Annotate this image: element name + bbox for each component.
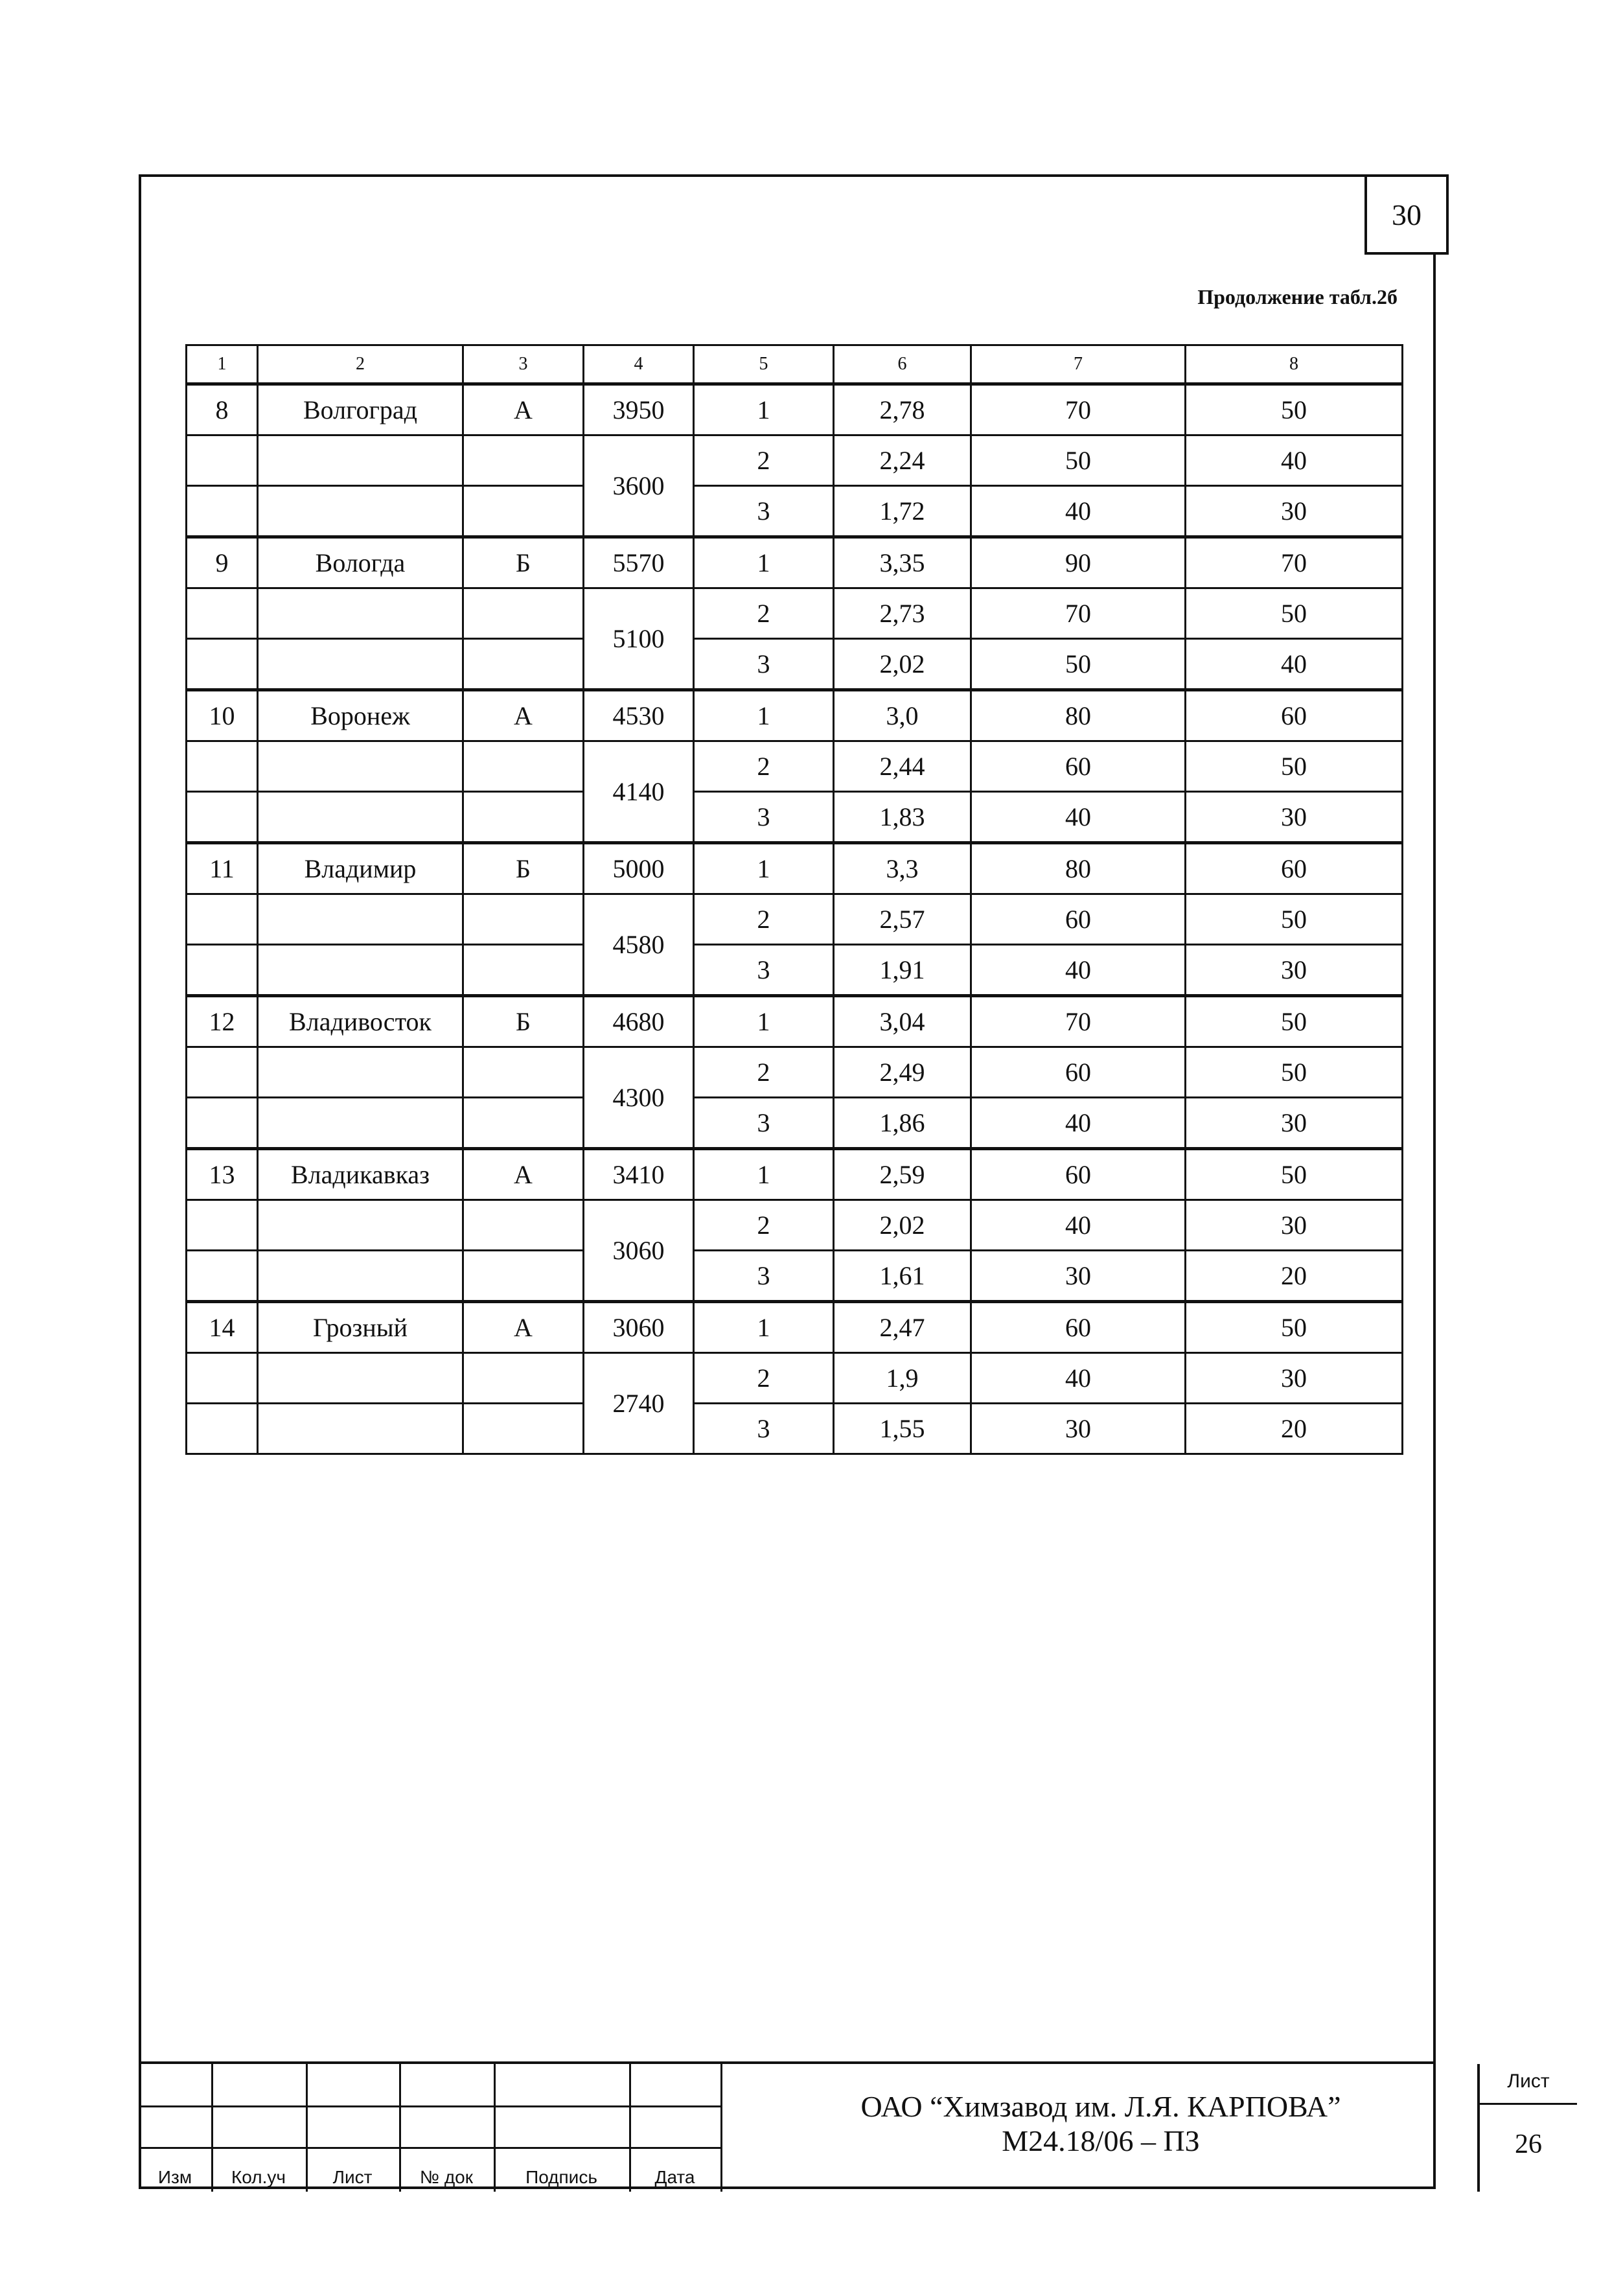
- divider: [720, 2064, 722, 2192]
- cell-number: 10: [187, 690, 258, 741]
- cell-col7: 70: [971, 996, 1186, 1047]
- divider: [139, 2147, 722, 2149]
- table-row: [187, 792, 1403, 843]
- cell-col8: 50: [1186, 894, 1403, 945]
- cell-class-empty: [463, 1047, 584, 1098]
- cell-col6: 3,0: [834, 690, 971, 741]
- cell-col5: 3: [694, 1404, 834, 1454]
- cell-city-empty: [258, 1404, 463, 1454]
- data-table: [185, 344, 1403, 1455]
- cell-class: Б: [463, 537, 584, 588]
- cell-col8: 30: [1186, 792, 1403, 843]
- cell-number-empty: [187, 1098, 258, 1149]
- cell-col4: 4680: [584, 996, 694, 1047]
- cell-number: 14: [187, 1302, 258, 1353]
- cell-col5: 2: [694, 588, 834, 639]
- cell-col6: 1,91: [834, 945, 971, 996]
- cell-col8: 50: [1186, 996, 1403, 1047]
- cell-col5: 1: [694, 1302, 834, 1353]
- cell-col7: 90: [971, 537, 1186, 588]
- cell-class: А: [463, 384, 584, 435]
- table-row: [187, 1251, 1403, 1302]
- cell-col8: 20: [1186, 1404, 1403, 1454]
- cell-number-empty: [187, 1353, 258, 1404]
- cell-class: А: [463, 690, 584, 741]
- cell-number: 9: [187, 537, 258, 588]
- cell-city-empty: [258, 1353, 463, 1404]
- cell-col6: 2,59: [834, 1149, 971, 1200]
- title-block: [139, 2061, 1550, 2192]
- cell-class-empty: [463, 588, 584, 639]
- cell-number-empty: [187, 1251, 258, 1302]
- cell-col7: 60: [971, 1302, 1186, 1353]
- table-row: [187, 741, 1403, 792]
- cell-city-empty: [258, 945, 463, 996]
- cell-col5: 3: [694, 1251, 834, 1302]
- cell-col4: 3950: [584, 384, 694, 435]
- cell-col5: 1: [694, 843, 834, 894]
- cell-city: Волгоград: [258, 384, 463, 435]
- table-row: [187, 1200, 1403, 1251]
- cell-class-empty: [463, 1251, 584, 1302]
- cell-col8: 30: [1186, 486, 1403, 537]
- table-row: [187, 1149, 1403, 1200]
- cell-col6: 1,83: [834, 792, 971, 843]
- page-number: 30: [1392, 198, 1422, 231]
- cell-col7: 40: [971, 792, 1186, 843]
- cell-number-empty: [187, 639, 258, 690]
- cell-col4: 4300: [584, 1047, 694, 1149]
- cell-city-empty: [258, 1200, 463, 1251]
- sheet-label: Лист: [1507, 2070, 1550, 2092]
- cell-col8: 50: [1186, 1047, 1403, 1098]
- table-row: [187, 1353, 1403, 1404]
- cell-number-empty: [187, 435, 258, 486]
- stamp-label-signature: Подпись: [525, 2167, 597, 2187]
- cell-col6: 2,02: [834, 1200, 971, 1251]
- cell-col5: 1: [694, 537, 834, 588]
- cell-col6: 1,61: [834, 1251, 971, 1302]
- cell-number-empty: [187, 945, 258, 996]
- organization-name: ОАО “Химзавод им. Л.Я. КАРПОВА”: [860, 2090, 1341, 2123]
- cell-city-empty: [258, 1251, 463, 1302]
- cell-number: 8: [187, 384, 258, 435]
- cell-col7: 50: [971, 435, 1186, 486]
- header-row: [187, 345, 1403, 384]
- cell-col8: 50: [1186, 1302, 1403, 1353]
- cell-class: А: [463, 1149, 584, 1200]
- sheet-cell: [1477, 2064, 1577, 2192]
- cell-col5: 2: [694, 1353, 834, 1404]
- cell-col5: 2: [694, 1047, 834, 1098]
- cell-col8: 30: [1186, 1098, 1403, 1149]
- cell-col8: 40: [1186, 639, 1403, 690]
- cell-col4: 5570: [584, 537, 694, 588]
- cell-class-empty: [463, 792, 584, 843]
- table-row: [187, 945, 1403, 996]
- cell-col5: 1: [694, 1149, 834, 1200]
- cell-col7: 60: [971, 1149, 1186, 1200]
- cell-col7: 40: [971, 1353, 1186, 1404]
- cell-city-empty: [258, 1047, 463, 1098]
- header-cell: 4: [584, 345, 694, 384]
- cell-city-empty: [258, 1098, 463, 1149]
- cell-col5: 2: [694, 1200, 834, 1251]
- cell-col7: 70: [971, 588, 1186, 639]
- cell-col8: 30: [1186, 1200, 1403, 1251]
- cell-city-empty: [258, 486, 463, 537]
- cell-class: Б: [463, 996, 584, 1047]
- cell-class-empty: [463, 1404, 584, 1454]
- cell-col8: 30: [1186, 1353, 1403, 1404]
- table-row: [187, 843, 1403, 894]
- header-cell: 6: [834, 345, 971, 384]
- cell-col7: 30: [971, 1251, 1186, 1302]
- cell-number-empty: [187, 894, 258, 945]
- cell-city-empty: [258, 894, 463, 945]
- cell-class: А: [463, 1302, 584, 1353]
- table-row: [187, 486, 1403, 537]
- cell-col4: 3060: [584, 1200, 694, 1302]
- cell-col7: 40: [971, 486, 1186, 537]
- cell-number-empty: [187, 1404, 258, 1454]
- header-cell: 5: [694, 345, 834, 384]
- header-cell: 7: [971, 345, 1186, 384]
- cell-number: 13: [187, 1149, 258, 1200]
- cell-col5: 3: [694, 945, 834, 996]
- cell-col7: 60: [971, 741, 1186, 792]
- header-cell: 8: [1186, 345, 1403, 384]
- table-row: [187, 1047, 1403, 1098]
- document-code: М24.18/06 – ПЗ: [1002, 2124, 1200, 2157]
- cell-class-empty: [463, 1098, 584, 1149]
- stamp-label-doc-no: № док: [420, 2167, 473, 2187]
- cell-col7: 60: [971, 894, 1186, 945]
- cell-city: Вологда: [258, 537, 463, 588]
- cell-col8: 40: [1186, 435, 1403, 486]
- stamp-label-kol-uch: Кол.уч: [231, 2167, 286, 2187]
- table-row: [187, 690, 1403, 741]
- table-row: [187, 996, 1403, 1047]
- cell-class-empty: [463, 1200, 584, 1251]
- cell-col8: 20: [1186, 1251, 1403, 1302]
- cell-col4: 4580: [584, 894, 694, 996]
- cell-number-empty: [187, 1047, 258, 1098]
- table-row: [187, 588, 1403, 639]
- table-row: [187, 537, 1403, 588]
- table-row: [187, 1098, 1403, 1149]
- table-row: [187, 435, 1403, 486]
- cell-col6: 2,73: [834, 588, 971, 639]
- cell-number-empty: [187, 486, 258, 537]
- header-cell: 2: [258, 345, 463, 384]
- cell-col7: 70: [971, 384, 1186, 435]
- table-row: [187, 639, 1403, 690]
- cell-col7: 60: [971, 1047, 1186, 1098]
- cell-col6: 3,35: [834, 537, 971, 588]
- cell-col7: 40: [971, 1098, 1186, 1149]
- sheet-number: 26: [1515, 2129, 1542, 2159]
- cell-col8: 70: [1186, 537, 1403, 588]
- cell-number-empty: [187, 1200, 258, 1251]
- cell-col5: 1: [694, 996, 834, 1047]
- cell-city: Владивосток: [258, 996, 463, 1047]
- cell-col8: 60: [1186, 690, 1403, 741]
- cell-col8: 50: [1186, 1149, 1403, 1200]
- cell-col6: 1,9: [834, 1353, 971, 1404]
- stamp-label-izm: Изм: [157, 2167, 192, 2187]
- cell-city-empty: [258, 741, 463, 792]
- cell-number: 12: [187, 996, 258, 1047]
- cell-col7: 80: [971, 690, 1186, 741]
- cell-col6: 3,3: [834, 843, 971, 894]
- table-row: [187, 384, 1403, 435]
- cell-class-empty: [463, 945, 584, 996]
- stamp-label-date: Дата: [654, 2167, 695, 2187]
- cell-col7: 40: [971, 945, 1186, 996]
- cell-col6: 3,04: [834, 996, 971, 1047]
- page-number-box: [1364, 174, 1449, 255]
- table-row: [187, 894, 1403, 945]
- cell-col4: 4140: [584, 741, 694, 843]
- header-cell: 1: [187, 345, 258, 384]
- cell-col5: 2: [694, 741, 834, 792]
- cell-col6: 2,49: [834, 1047, 971, 1098]
- cell-class-empty: [463, 435, 584, 486]
- cell-class-empty: [463, 639, 584, 690]
- cell-col8: 60: [1186, 843, 1403, 894]
- cell-col5: 2: [694, 435, 834, 486]
- cell-city-empty: [258, 588, 463, 639]
- cell-col5: 3: [694, 486, 834, 537]
- cell-col6: 2,47: [834, 1302, 971, 1353]
- cell-city-empty: [258, 792, 463, 843]
- organization-block: [725, 2090, 1477, 2159]
- cell-city: Владикавказ: [258, 1149, 463, 1200]
- cell-city-empty: [258, 435, 463, 486]
- cell-col4: 4530: [584, 690, 694, 741]
- cell-col8: 30: [1186, 945, 1403, 996]
- cell-city: Владимир: [258, 843, 463, 894]
- cell-col5: 2: [694, 894, 834, 945]
- cell-col8: 50: [1186, 384, 1403, 435]
- cell-col7: 30: [971, 1404, 1186, 1454]
- cell-city-empty: [258, 639, 463, 690]
- cell-class-empty: [463, 486, 584, 537]
- cell-col6: 2,24: [834, 435, 971, 486]
- cell-col5: 3: [694, 1098, 834, 1149]
- cell-col7: 50: [971, 639, 1186, 690]
- cell-class: Б: [463, 843, 584, 894]
- cell-col6: 1,72: [834, 486, 971, 537]
- cell-city: Воронеж: [258, 690, 463, 741]
- title-block-grid: [139, 2064, 722, 2192]
- cell-col6: 2,02: [834, 639, 971, 690]
- cell-number-empty: [187, 588, 258, 639]
- cell-col7: 40: [971, 1200, 1186, 1251]
- cell-col6: 1,55: [834, 1404, 971, 1454]
- cell-col6: 2,78: [834, 384, 971, 435]
- cell-col6: 2,57: [834, 894, 971, 945]
- cell-col6: 1,86: [834, 1098, 971, 1149]
- cell-col4: 5000: [584, 843, 694, 894]
- cell-city: Грозный: [258, 1302, 463, 1353]
- cell-col6: 2,44: [834, 741, 971, 792]
- table-row: [187, 1302, 1403, 1353]
- cell-col7: 80: [971, 843, 1186, 894]
- cell-col4: 5100: [584, 588, 694, 690]
- cell-col8: 50: [1186, 588, 1403, 639]
- table-row: [187, 1404, 1403, 1454]
- cell-class-empty: [463, 894, 584, 945]
- cell-col4: 3410: [584, 1149, 694, 1200]
- cell-number-empty: [187, 792, 258, 843]
- cell-col8: 50: [1186, 741, 1403, 792]
- divider: [139, 2105, 722, 2107]
- cell-col5: 3: [694, 639, 834, 690]
- cell-col4: 2740: [584, 1353, 694, 1454]
- cell-col4: 3600: [584, 435, 694, 537]
- cell-col5: 1: [694, 384, 834, 435]
- cell-class-empty: [463, 1353, 584, 1404]
- cell-col5: 1: [694, 690, 834, 741]
- cell-number: 11: [187, 843, 258, 894]
- cell-col4: 3060: [584, 1302, 694, 1353]
- header-cell: 3: [463, 345, 584, 384]
- cell-class-empty: [463, 741, 584, 792]
- stamp-label-list: Лист: [332, 2167, 373, 2187]
- table-caption: Продолжение табл.2б: [1197, 285, 1398, 308]
- cell-number-empty: [187, 741, 258, 792]
- divider: [1480, 2103, 1577, 2105]
- cell-col5: 3: [694, 792, 834, 843]
